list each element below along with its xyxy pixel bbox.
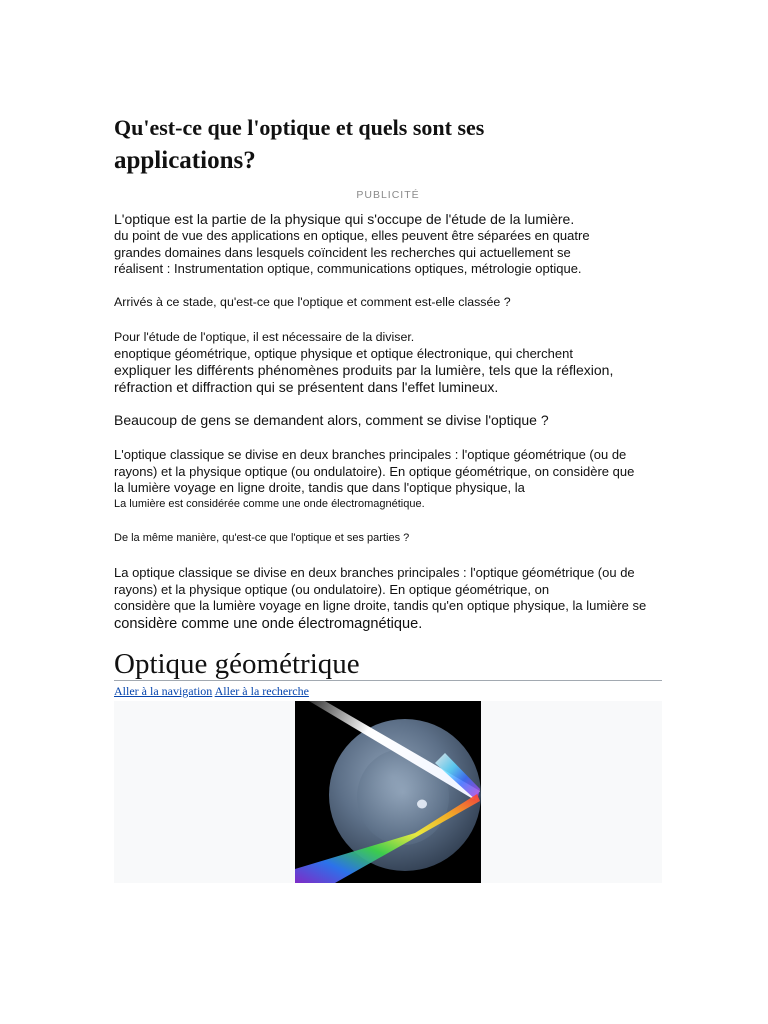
advertisement-label: PUBLICITÉ [356,189,420,201]
paragraph-line: L'optique classique se divise en deux branches principales : l'optique géométrique (ou de [114,447,627,462]
title-line-2: applications? [114,147,256,174]
paragraph-division [114,329,662,396]
paragraph-line: rayons) et la physique optique (ou ondulatoire). En optique géométrique, on considère que [114,463,635,479]
light-refraction-image [295,701,481,883]
skip-to-search-link[interactable]: Aller à la recherche [214,684,309,698]
paragraph-line: rayons) et la physique optique (ou ondulatoire). En optique géométrique, on [114,581,550,597]
title-line-1: Qu'est-ce que l'optique et quels sont ses [114,115,485,140]
paragraph-line: expliquer les différents phénomènes produits par la lumière, tels que la réflexion, [114,362,614,378]
paragraph-parts [114,565,662,633]
paragraph-line: La lumière est considérée comme une onde électromagnétique. [114,497,425,510]
paragraph-line: La optique classique se divise en deux branches principales : l'optique géométrique (ou de [114,565,635,580]
section-heading: Optique géométrique [114,646,662,681]
paragraph-line: réfraction et diffraction qui se présentent dans l'effet lumineux. [114,379,499,395]
skip-to-navigation-link[interactable]: Aller à la navigation [114,684,213,698]
specular-highlight [417,800,427,809]
question-parts: De la même manière, qu'est-ce que l'optique et ses parties ? [114,532,410,544]
paragraph-line: Pour l'étude de l'optique, il est nécessaire de la diviser. [114,330,415,344]
paragraph-intro [114,211,662,278]
paragraph-line: considère que la lumière voyage en ligne droite, tandis qu'en optique physique, la lumière se [114,598,647,613]
paragraph-line: du point de vue des applications en optique, elles peuvent être séparées en quatre [114,228,590,243]
paragraph-branches [114,447,662,511]
paragraph-line: réalisent : Instrumentation optique, communications optiques, métrologie optique. [114,261,582,276]
question-classification: Arrivés à ce stade, qu'est-ce que l'optique et comment est-elle classée ? [114,295,511,309]
question-division: Beaucoup de gens se demandent alors, comment se divise l'optique ? [114,412,549,428]
paragraph-line: L'optique est la partie de la physique qui s'occupe de l'étude de la lumière. [114,211,575,227]
article-title [114,114,662,178]
paragraph-line: considère comme une onde électromagnétique. [114,615,423,632]
paragraph-line: enoptique géométrique, optique physique et optique électronique, qui cherchent [114,345,573,361]
sphere-inner [357,749,449,845]
skip-links [114,684,309,698]
paragraph-line: la lumière voyage en ligne droite, tandis que dans l'optique physique, la [114,480,525,495]
paragraph-line: grandes domaines dans lesquels coïncident les recherches qui actuellement se [114,244,571,260]
